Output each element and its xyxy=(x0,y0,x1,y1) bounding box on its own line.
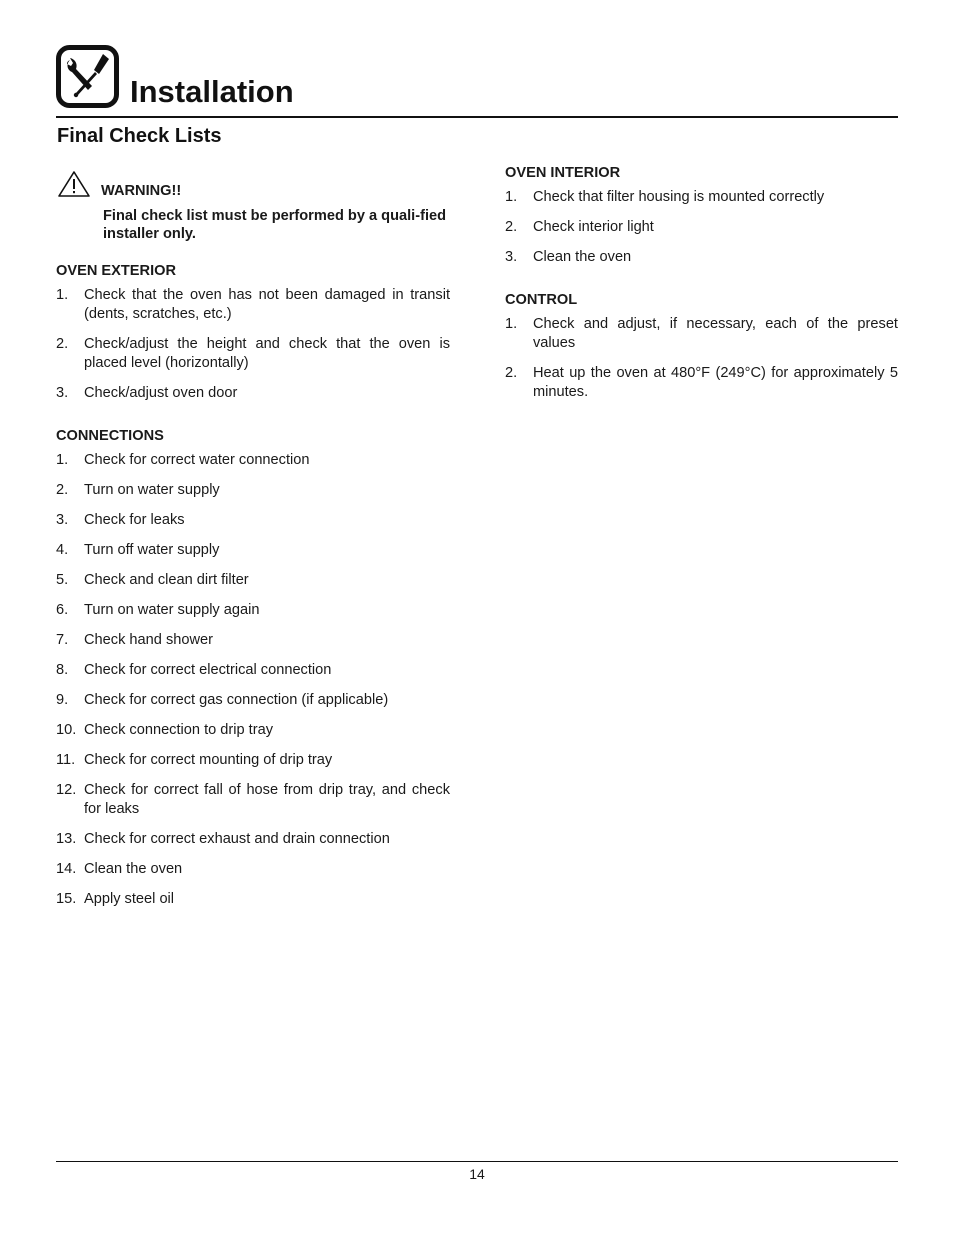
oven-exterior-heading: OVEN EXTERIOR xyxy=(56,263,177,279)
list-item: 3. Clean the oven xyxy=(505,249,632,265)
list-item: 1. Check that filter housing is mounted correctly xyxy=(505,189,825,205)
wrench-screwdriver-icon xyxy=(56,45,119,108)
control-list xyxy=(505,315,898,402)
list-item: 5. Check and clean dirt filter xyxy=(56,572,249,588)
header-divider xyxy=(56,116,898,118)
page-number: 14 xyxy=(469,1166,485,1182)
list-item: 10. Check connection to drip tray xyxy=(56,722,274,738)
list-item: 2. Heat up the oven at 480°F (249°C) for approximately 5 minutes. xyxy=(505,365,898,400)
list-item: 7. Check hand shower xyxy=(56,632,213,648)
list-item: 2. Check interior light xyxy=(505,219,654,235)
list-item: 9. Check for correct gas connection (if applicable) xyxy=(56,692,389,708)
connections-list xyxy=(56,451,450,909)
list-item: 4. Turn off water supply xyxy=(56,542,220,558)
list-item: 1. Check and adjust, if necessary, each of the preset values xyxy=(505,316,898,351)
list-item: 14. Clean the oven xyxy=(56,861,183,877)
right-column xyxy=(505,164,898,413)
control-heading: CONTROL xyxy=(505,292,578,308)
section-title: Final Check Lists xyxy=(57,125,222,147)
list-item: 15. Apply steel oil xyxy=(56,891,175,907)
left-column xyxy=(56,170,450,920)
list-item: 2. Turn on water supply xyxy=(56,482,220,498)
list-item: 1. Check for correct water connection xyxy=(56,452,310,468)
connections-heading: CONNECTIONS xyxy=(56,428,164,444)
warning-label: WARNING!! xyxy=(101,183,182,199)
list-item: 1. Check that the oven has not been damaged in transit (dents, scratches, etc.) xyxy=(56,287,450,322)
list-item: 3. Check for leaks xyxy=(56,512,185,528)
warning-text: Final check list must be performed by a quali-fied installer only. xyxy=(103,208,447,242)
oven-interior-heading: OVEN INTERIOR xyxy=(505,165,621,181)
oven-exterior-list xyxy=(56,286,450,403)
list-item: 12. Check for correct fall of hose from drip tray, and check for leaks xyxy=(56,782,450,817)
list-item: 13. Check for correct exhaust and drain connection xyxy=(56,831,390,847)
list-item: 3. Check/adjust oven door xyxy=(56,385,238,401)
page-title: Installation xyxy=(130,74,294,109)
list-item: 8. Check for correct electrical connection xyxy=(56,662,332,678)
list-item: 2. Check/adjust the height and check that the oven is placed level (horizontally) xyxy=(56,336,450,371)
oven-interior-list xyxy=(505,188,898,267)
list-item: 11. Check for correct mounting of drip tray xyxy=(56,752,333,768)
warning-triangle-icon xyxy=(57,170,91,198)
warning-block xyxy=(56,170,450,262)
footer-divider xyxy=(56,1161,898,1162)
list-item: 6. Turn on water supply again xyxy=(56,602,260,618)
